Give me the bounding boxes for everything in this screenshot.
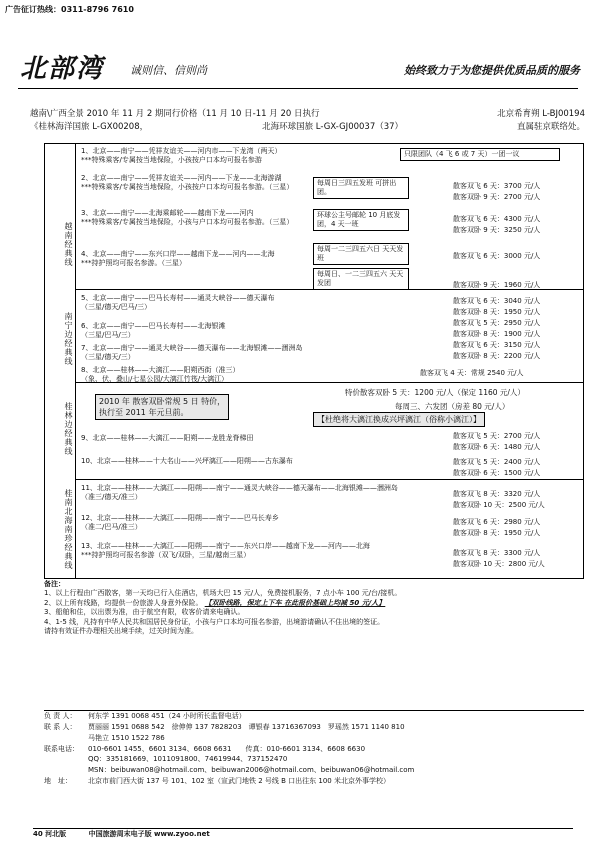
page-footer — [33, 828, 573, 839]
row-divider — [75, 289, 583, 290]
brand-logo: 北部湾 — [20, 54, 105, 84]
route-item: 11、北京——桂林——大漓江——阳朔——南宁——通灵大峡谷——德天瀑布——北海银滩——涠洲岛 （准三/德天/准三） — [81, 484, 398, 502]
price-line: 散客双飞 5 天：2950 元/人 — [453, 319, 541, 327]
notes-title: 备注： — [44, 580, 65, 588]
route-item: 9、北京——桂林——大漓江——阳朔——龙胜龙脊梯田 — [81, 434, 254, 442]
footer-publication: 中国旅游周末电子版 www.zyoo.net — [88, 830, 210, 838]
schedule-note: 每周一二三四五六日 天天发班 — [313, 243, 409, 265]
route-group-label: 越南经典线 — [64, 221, 73, 267]
price-line: 散客双飞 5 天：2700 元/人 — [453, 432, 541, 440]
schedule-note: 每周日三四五发班 可拼出团。 — [313, 177, 409, 199]
price-line: 散客双飞 6 天：2980 元/人 — [453, 518, 541, 526]
schedule-note: 只限团队（4 飞 6 或 7 天）一团一议 — [400, 148, 560, 161]
contact-row: MSN：beibuwan08@hotmail.com、beibuwan2006@hotmail.com、beibuwan06@hotmail.com — [88, 766, 415, 775]
price-line: 散客双卧 10 天：2800 元/人 — [453, 560, 545, 568]
price-line: 散客双卧 8 天：1900 元/人 — [453, 330, 541, 338]
contact-section — [44, 710, 584, 787]
price-line: 散客双卧 6 天：1500 元/人 — [453, 469, 541, 477]
route-item: 6、北京——南宁——巴马长寿村——北海银滩 （三星/巴马/三） — [81, 322, 226, 340]
brand-slogan: 始终致力于为您提供优质品质的服务 — [404, 64, 580, 77]
special-price: 特价散客双卧 5 天：1200 元/人（保定 1160 元/人） — [345, 388, 525, 397]
price-header — [30, 108, 585, 134]
route-item: 12、北京——桂林——大漓江——阳朔——南宁——巴马长寿乡 （准二/巴马/准三） — [81, 514, 279, 532]
price-line: 散客双飞 8 天：3300 元/人 — [453, 549, 541, 557]
contact-row: QQ：335181669、1011091800、74619944、737152470 — [88, 755, 288, 764]
ad-hotline: 广告征订热线：0311-8796 7610 — [5, 5, 134, 14]
route-group-label: 桂林边经典线 — [64, 402, 73, 456]
route-group-label: 南宁边经典线 — [64, 312, 73, 366]
note-line: 1、以上行程由广西散客，第一天均已行入住酒店，机场大巴 15 元/人，免费接机服务，7 点小车 100 元/台/接机。 — [44, 589, 402, 598]
footer-page-number: 40 河北版 — [33, 830, 67, 838]
contact-row: 联 系 人： 贾丽丽 1591 0688 542 徐伸伸 137 7828203 谭银春 13716367093 罗瑶然 1571 1140 810 — [44, 722, 405, 731]
row-divider — [75, 479, 583, 480]
price-header-line2-mid: 北海环球国旅 L-GX-GJ00037（37） — [262, 122, 404, 133]
price-line: 散客双飞 6 天：3700 元/人 — [453, 182, 541, 190]
price-line: 散客双卧 8 天：2200 元/人 — [453, 352, 541, 360]
brand-divider — [18, 88, 578, 89]
contact-row: 联系电话： 010-6601 1455、6601 3134、6608 6631 传真：010-6601 3134、6608 6630 — [44, 744, 366, 753]
contact-row: 负 责 人： 何东学 1391 0068 451（24 小时所长监督电话） — [44, 712, 246, 720]
logo-slogan: 诚则信、信则尚 — [130, 64, 207, 77]
note-line: 请持有效证件办理相关出境手续，过关时间为准。 — [44, 627, 198, 636]
note-line: 4、1-5 线，凡持有中华人民共和国居民身份证，小孩与户口本均可报名参游，出境游请确认不住出境的签证。 — [44, 617, 385, 626]
price-line: 散客双飞 6 天：3150 元/人 — [453, 341, 541, 349]
row-divider — [75, 382, 583, 383]
route-item: 4、北京——南宁——东兴口岸——越南下龙——河内——北海 ***持护照均可报名参游。（三星） — [81, 250, 275, 268]
route-price-table — [44, 143, 584, 579]
note-highlight: 【双卧线路，保定上下车 在此报价基础上均减 50 元/人】 — [204, 598, 386, 607]
note-line: 2、以上所有线路，均提供一份旅游人身意外保险。 【双卧线路，保定上下车 在此报价基础上均减 50 元/人】 — [44, 598, 386, 607]
route-item: 2、北京——南宁——凭祥友谊关——河内——下龙——北海游湖 ***特殊乘客/专属按当地保险，小孩按户口本均可报名参游。（三星） — [81, 174, 294, 192]
price-header-line1-right: 北京希育朔 L-BJ00194 — [497, 109, 585, 119]
route-item: 3、北京——南宁——北海乘邮轮——越南下龙——河内 ***特殊乘客/专属按当地保险，小孩与户口本均可报名参游。（三星） — [81, 209, 294, 227]
price-line: 散客双飞 5 天：2400 元/人 — [453, 458, 541, 466]
price-header-line2-right: 直属驻京联络处。 — [516, 122, 585, 133]
price-line: 散客双卧 9 天：1960 元/人 — [453, 281, 541, 289]
price-line: 散客双卧 8 天：1950 元/人 — [453, 529, 541, 537]
schedule-note: 环球公主号邮轮 10 月底发团，4 天一班 — [313, 209, 409, 231]
weekday-departure: 每周三、六发团（房差 80 元/人） — [395, 402, 510, 411]
contact-row: 马艳立 1510 1522 786 — [88, 733, 165, 742]
price-header-line1-left: 越南\广西全景 2010 年 11 月 2 期同行价格（11 月 10 日-11 月 20 日执行 — [30, 109, 320, 119]
brand-header — [20, 52, 580, 86]
route-item: 10、北京——桂林——十大名山——兴坪漓江——阳朔——古东瀑布 — [81, 457, 293, 465]
price-line: 散客双卧 9 天：2700 元/人 — [453, 193, 541, 201]
price-line: 散客双卧 10 天：2500 元/人 — [453, 501, 545, 509]
price-line: 散客双卧 9 天：3250 元/人 — [453, 226, 541, 234]
route-item: 1、北京——南宁——凭祥友谊关——河内市——下龙湾（两天） ***特殊乘客/专属按当地保险，小孩按户口本均可报名参游 — [81, 147, 282, 165]
notes-section — [44, 580, 584, 637]
route-group-label: 桂南北海南珍经典线 — [64, 488, 73, 570]
note-line: 3、船舶和住，以出票为准，由于航空有限，收客价请来电确认。 — [44, 608, 245, 617]
route-item: 5、北京——南宁——巴马长寿村——通灵大峡谷——德天瀑布 （三星/德天/巴马/三） — [81, 294, 275, 312]
price-line: 散客双飞 6 天：3040 元/人 — [453, 297, 541, 305]
price-header-line2-left: 《桂林海洋国旅 L-GX00208， — [30, 122, 149, 133]
price-line: 散客双飞 8 天：3320 元/人 — [453, 490, 541, 498]
table-divider — [75, 144, 76, 578]
route-item: 7、北京——南宁——通灵大峡谷——德天瀑布——北海银滩——涠洲岛 （三星/德天/三） — [81, 344, 303, 362]
warning-highlight: 【杜绝将大漓江换成兴坪漓江（俗称小漓江）】 — [313, 412, 485, 427]
price-line: 散客双飞 6 天：4300 元/人 — [453, 215, 541, 223]
price-line: 散客双卧 8 天：1950 元/人 — [453, 308, 541, 316]
price-line: 散客双飞 4 天：常规 2540 元/人 — [420, 369, 524, 377]
price-line: 散客双卧 6 天：1480 元/人 — [453, 443, 541, 451]
schedule-note: 每周日、一二三四五六 天天发团 — [313, 268, 409, 290]
promo-box: 2010 年 散客双卧常规 5 日 特价， 执行至 2011 年元旦前。 — [95, 394, 229, 420]
route-item: 13、北京——桂林——大漓江——阳朔——南宁——东兴口岸——越南下龙——河内——北海 ***持护照均可报名参游（双飞/双卧，三星/越南三星） — [81, 542, 370, 560]
route-item: 8、北京——桂林——大漓江——阳朔西街（准三） （象、伏、叠山/七星公园/大漓江竹筏/大漓江） — [81, 366, 240, 384]
price-line: 散客双飞 6 天：3000 元/人 — [453, 252, 541, 260]
contact-row: 地 址： 北京市前门西大街 137 号 101、102 室（宣武门地铁 2 号线 B 口出往东 100 米北京外事学校） — [44, 777, 390, 786]
